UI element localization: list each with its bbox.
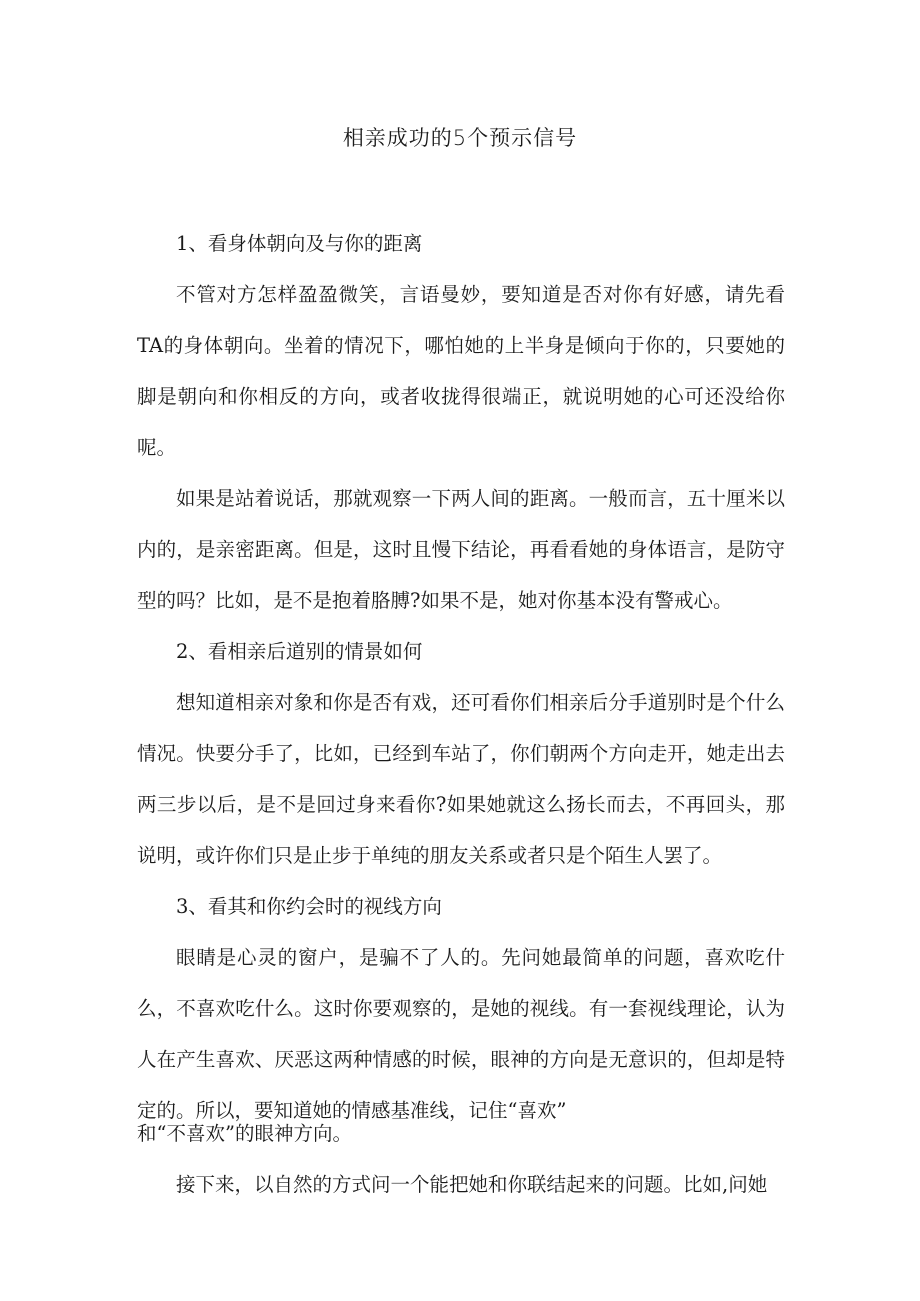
document-title: 相亲成功的5个预示信号 (342, 126, 578, 150)
section-3-paragraph-2: 接下来，以自然的方式问一个能把她和你联结起来的问题。比如,问她 (176, 1173, 768, 1196)
section-3-paragraph-1-continuation: 和“不喜欢”的眼神方向。 (137, 1122, 352, 1145)
section-2-heading: 2、看相亲后道别的情景如何 (176, 640, 423, 663)
section-1-paragraph-1: 不管对方怎样盈盈微笑，言语曼妙，要知道是否对你有好感，请先看TA的身体朝向。坐着的情况下，哪怕她的上半身是倾向于你的，只要她的脚是朝向和你相反的方向，或者收拢得很端正，就说明她的心可还没给你呢。 (137, 283, 785, 459)
section-1-paragraph-2: 如果是站着说话，那就观察一下两人间的距离。一般而言，五十厘米以内的，是亲密距离。但是，这时且慢下结论，再看看她的身体语言，是防守型的吗？比如，是不是抱着胳膊?如果不是，她对你基本没有警戒心。 (137, 487, 785, 612)
section-3-paragraph-1: 眼睛是心灵的窗户，是骗不了人的。先问她最简单的问题，喜欢吃什么，不喜欢吃什么。这时你要观察的，是她的视线。有一套视线理论，认为人在产生喜欢、厌恶这两种情感的时候，眼神的方向是无意识的，但却是特定的。所以，要知道她的情感基准线，记住“喜欢” (137, 946, 785, 1122)
section-1-heading: 1、看身体朝向及与你的距离 (176, 232, 423, 255)
section-2-paragraph-1: 想知道相亲对象和你是否有戏，还可看你们相亲后分手道别时是个什么情况。快要分手了，比如，已经到车站了，你们朝两个方向走开，她走出去两三步以后，是不是回过身来看你?如果她就这么扬长而去，不再回头，那说明，或许你们只是止步于单纯的朋友关系或者只是个陌生人罢了。 (137, 691, 785, 867)
section-3-heading: 3、看其和你约会时的视线方向 (176, 895, 442, 918)
document-body (137, 218, 785, 1210)
